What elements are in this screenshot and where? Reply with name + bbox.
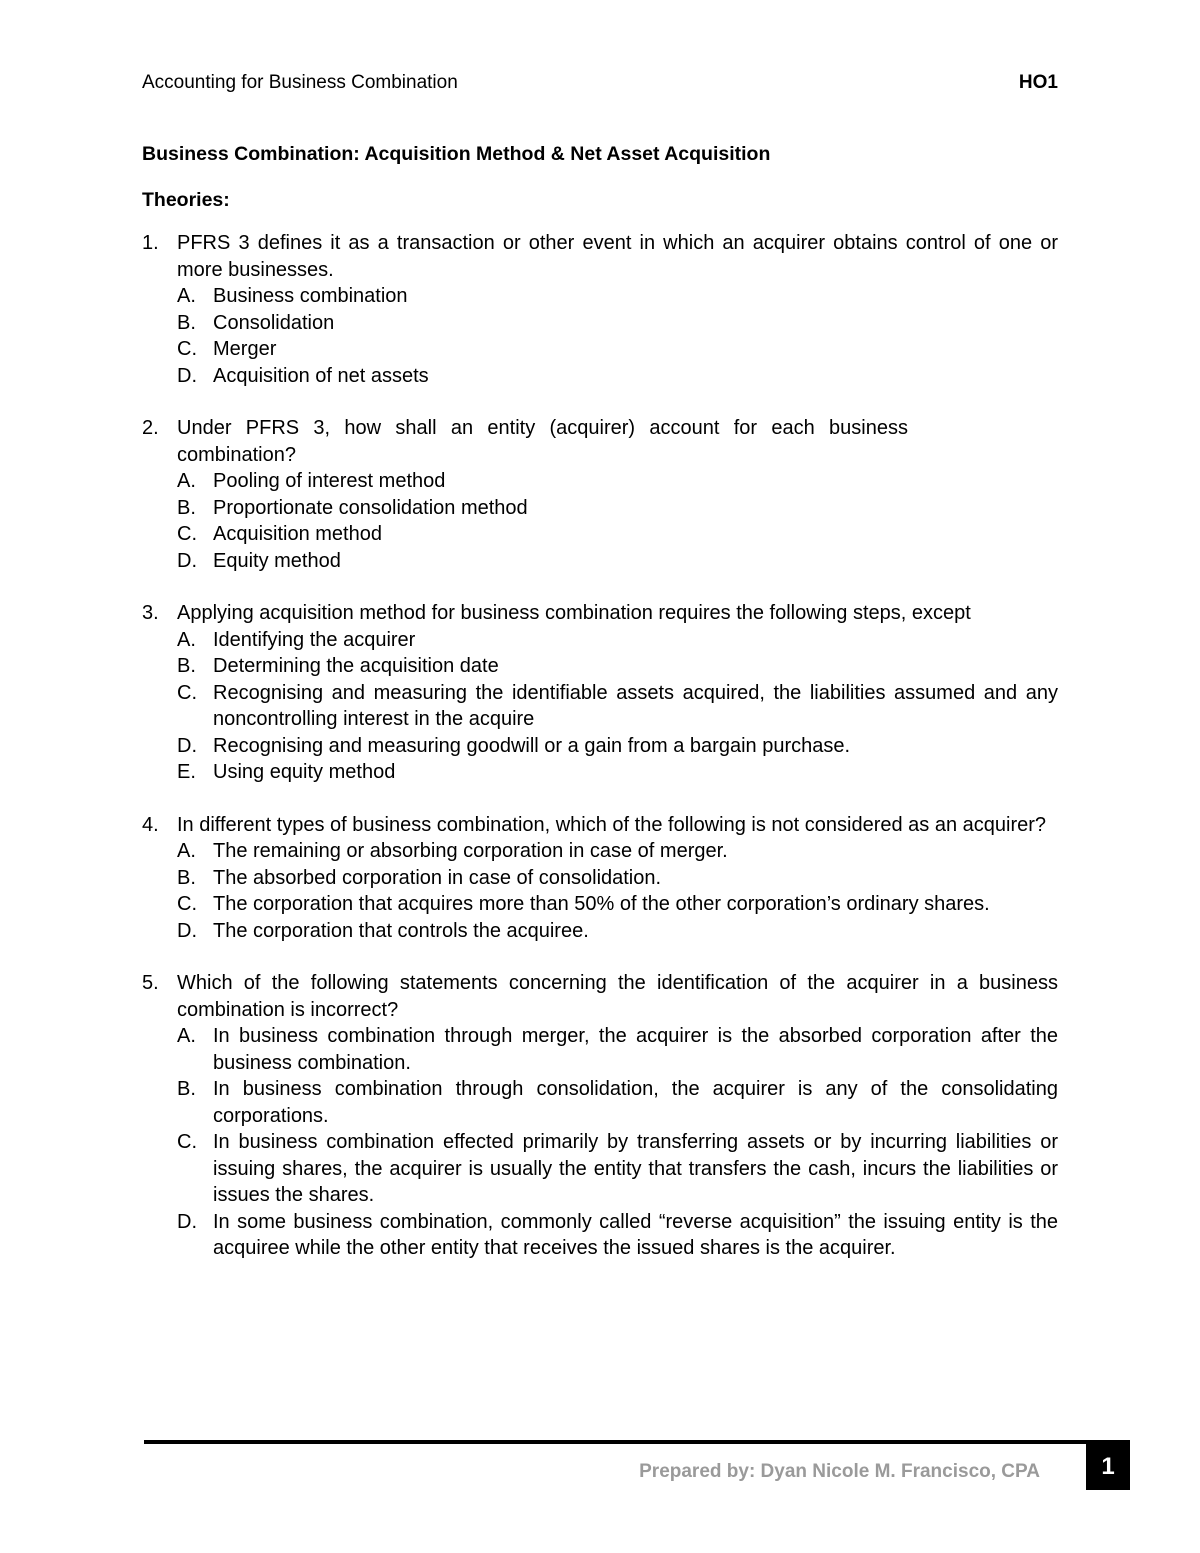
option-item (177, 363, 1058, 390)
option-letter: B. (177, 311, 196, 334)
option-item (177, 1209, 1058, 1262)
option-text: Using equity method (213, 761, 396, 783)
question-text: In different types of business combination, which of the following is not considered as an acquirer? (177, 813, 1047, 836)
question-item (142, 230, 1058, 389)
option-item (177, 310, 1058, 337)
option-text: The corporation that controls the acquiree. (213, 919, 589, 942)
question-list (142, 230, 1058, 1288)
question-text: PFRS 3 defines it as a transaction or other event in which an acquirer obtains control of one or more businesses. (177, 232, 1058, 281)
question-number: 5. (142, 972, 159, 994)
option-item (177, 1076, 1058, 1129)
option-text: Recognising and measuring the identifiable assets acquired, the liabilities assumed and any noncontrolling interest in the acquire (213, 681, 1058, 730)
option-item (177, 918, 1058, 945)
option-text: Proportionate consolidation method (213, 496, 528, 519)
question-text: Under PFRS 3, how shall an entity (acquirer) account for each business combination? (177, 417, 908, 466)
option-text: Acquisition of net assets (213, 364, 429, 387)
option-text: The corporation that acquires more than 50% of the other corporation’s ordinary shares. (213, 893, 990, 915)
question-item (142, 812, 1058, 945)
option-list (177, 468, 1058, 574)
option-text: Identifying the acquirer (213, 628, 416, 651)
option-item (177, 891, 1058, 918)
option-item (177, 627, 1058, 654)
option-letter: D. (177, 549, 197, 572)
option-list (177, 838, 1058, 944)
question-text: Which of the following statements concerning the identification of the acquirer in a business combination is incorrect? (177, 972, 1058, 1021)
footer-prepared-by: Prepared by: Dyan Nicole M. Francisco, CPA (639, 1461, 1040, 1482)
page-title: Business Combination: Acquisition Method & Net Asset Acquisition (142, 143, 771, 165)
question-text: Applying acquisition method for business combination requires the following steps, except (177, 602, 971, 624)
option-list (177, 627, 1058, 786)
option-text: Consolidation (213, 311, 335, 334)
question-item (142, 970, 1058, 1262)
option-text: Recognising and measuring goodwill or a gain from a bargain purchase. (213, 734, 851, 757)
option-text: Business combination (213, 285, 408, 307)
option-text: The remaining or absorbing corporation in case of merger. (213, 840, 728, 862)
option-text: Determining the acquisition date (213, 655, 499, 677)
section-label: Theories: (142, 189, 230, 211)
option-letter: C. (177, 681, 197, 704)
option-item (177, 548, 1058, 575)
option-text: The absorbed corporation in case of consolidation. (213, 866, 662, 889)
option-text: In business combination effected primarily by transferring assets or by incurring liabilities or issuing shares, the acquirer is usually the entity that transfers the cash, incurs the liabilities or issues the shares. (213, 1131, 1058, 1206)
question-number: 3. (142, 602, 159, 624)
option-text: Merger (213, 338, 277, 360)
option-item (177, 653, 1058, 680)
option-letter: A. (177, 285, 196, 307)
option-item (177, 733, 1058, 760)
footer-divider (144, 1440, 1130, 1444)
option-item (177, 680, 1058, 733)
option-item (177, 495, 1058, 522)
option-letter: D. (177, 1210, 197, 1233)
question-number: 4. (142, 813, 159, 836)
header-handout-code: HO1 (1018, 72, 1058, 93)
option-text: In some business combination, commonly called “reverse acquisition” the issuing entity is the acquiree while the other entity that receives the issued shares is the acquirer. (213, 1210, 1058, 1259)
option-item (177, 336, 1058, 363)
option-text: Equity method (213, 549, 341, 572)
option-item (177, 283, 1058, 310)
page-number-badge: 1 (1086, 1444, 1130, 1490)
option-item (177, 1129, 1058, 1209)
option-item (177, 838, 1058, 865)
option-letter: E. (177, 761, 196, 783)
option-letter: D. (177, 919, 197, 942)
option-letter: D. (177, 364, 197, 387)
option-letter: C. (177, 1131, 197, 1153)
option-letter: B. (177, 1078, 196, 1100)
option-item (177, 865, 1058, 892)
option-letter: B. (177, 866, 196, 889)
option-letter: B. (177, 655, 196, 677)
option-letter: A. (177, 470, 196, 492)
option-letter: C. (177, 338, 197, 360)
option-letter: A. (177, 1025, 196, 1047)
option-item (177, 1023, 1058, 1076)
option-letter: A. (177, 840, 196, 862)
question-number: 2. (142, 417, 159, 439)
option-letter: C. (177, 893, 197, 915)
option-text: In business combination through consolidation, the acquirer is any of the consolidating corporations. (213, 1078, 1058, 1127)
option-list (177, 1023, 1058, 1262)
option-text: Pooling of interest method (213, 470, 446, 492)
option-text: In business combination through merger, the acquirer is the absorbed corporation after the business combination. (213, 1025, 1058, 1074)
option-letter: A. (177, 628, 196, 651)
question-item (142, 600, 1058, 786)
option-letter: D. (177, 734, 197, 757)
question-number: 1. (142, 232, 159, 254)
option-letter: C. (177, 523, 197, 545)
header-course-title: Accounting for Business Combination (142, 72, 458, 93)
option-item (177, 468, 1058, 495)
option-list (177, 283, 1058, 389)
question-item (142, 415, 1058, 574)
option-item (177, 759, 1058, 786)
option-item (177, 521, 1058, 548)
option-text: Acquisition method (213, 523, 382, 545)
option-letter: B. (177, 496, 196, 519)
